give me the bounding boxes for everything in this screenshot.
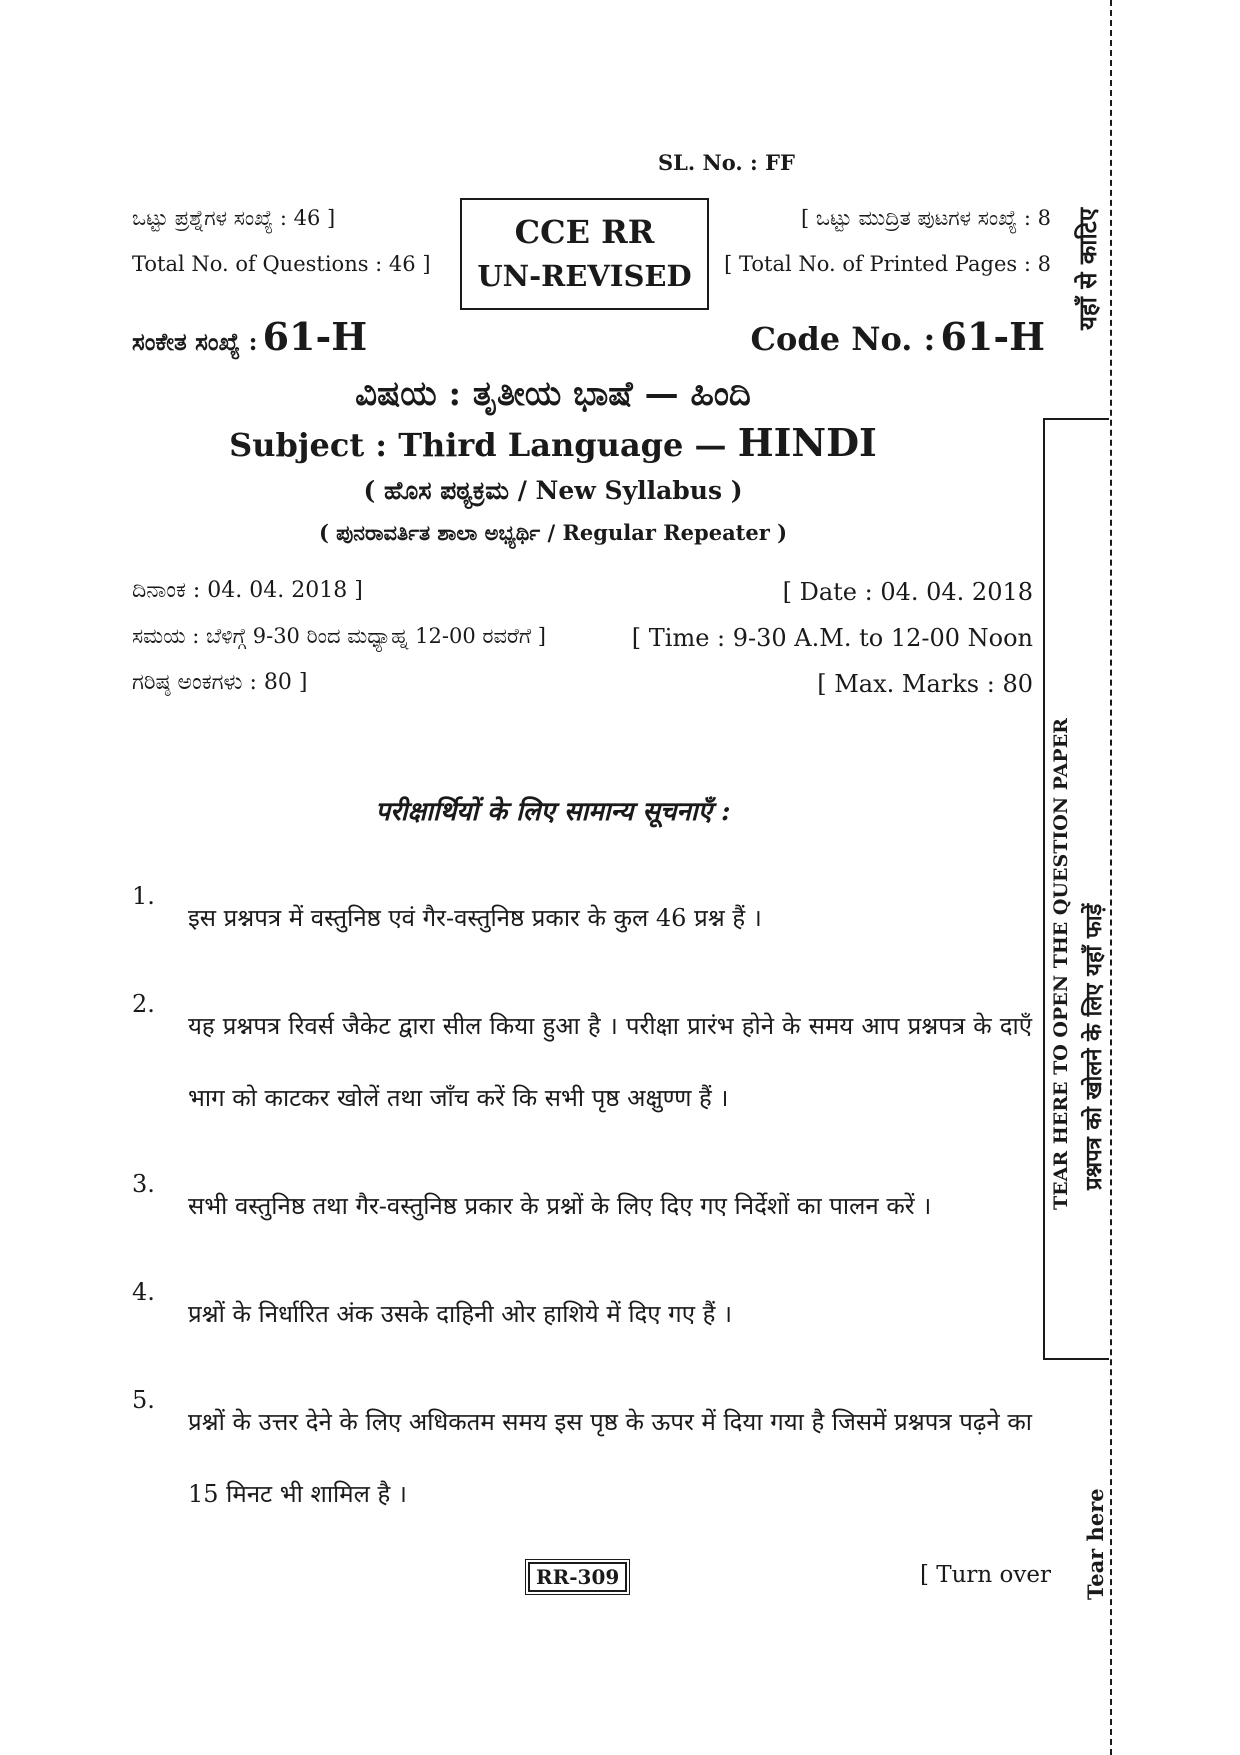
subject-title-en [0, 420, 1173, 465]
max-marks-kn: ಗರಿಷ್ಠ ಅಂಕಗಳು : 80 ] [132, 670, 308, 695]
instruction-number: 4. [132, 1278, 155, 1306]
instruction-text: यह प्रश्नपत्र रिवर्स जैकेट द्वारा सील किया हुआ है । परीक्षा प्रारंभ होने के समय आप प्रश्नपत्र के दाएँ भाग को काटकर खोलें तथा जाँच करें कि सभी पृष्ठ अक्षुण्ण हैं । [188, 1012, 1032, 1112]
max-marks-en: [ Max. Marks : 80 [817, 670, 1033, 698]
code-number-kn [132, 314, 367, 359]
syllabus-line: ( ಹೊಸ ಪಠ್ಯಕ್ರಮ / New Syllabus ) [363, 476, 743, 505]
total-questions-kn: ಒಟ್ಟು ಪ್ರಶ್ನೆಗಳ ಸಂಖ್ಯೆ : 46 ] [132, 206, 336, 230]
date-kn: ದಿನಾಂಕ : 04. 04. 2018 ] [132, 578, 363, 603]
instruction-number: 2. [132, 990, 155, 1018]
tear-box-label-hi: प्रश्नपत्र को खोलने के लिए यहाँ फाड़ें [1081, 903, 1107, 1190]
tear-bottom-label: Tear here [1083, 1488, 1108, 1600]
code-kn-value: 61-H [262, 314, 368, 359]
code-kn-label: ಸಂಕೇತ ಸಂಖ್ಯೆ : [132, 327, 258, 356]
subject-title-kn: ವಿಷಯ : ತೃತೀಯ ಭಾಷೆ — ಹಿಂದಿ [355, 374, 751, 414]
subject-prefix: Subject : Third Language — [229, 426, 727, 464]
tear-box-label-en: TEAR HERE TO OPEN THE QUESTION PAPER [1050, 718, 1072, 1210]
cce-subtitle: UN-REVISED [477, 259, 692, 293]
instruction-text: प्रश्नों के निर्धारित अंक उसके दाहिनी ओर हाशिये में दिए गए हैं । [188, 1300, 733, 1328]
repeater-line [0, 520, 1173, 546]
total-questions-en: Total No. of Questions : 46 ] [132, 252, 431, 276]
repeater-en: Regular Repeater ) [562, 520, 788, 545]
total-pages-kn: [ ಒಟ್ಟು ಮುದ್ರಿತ ಪುಟಗಳ ಸಂಖ್ಯೆ : 8 [800, 206, 1051, 230]
instruction-number: 5. [132, 1386, 155, 1414]
instructions-heading: परीक्षार्थियों के लिए सामान्य सूचनाएँ : [375, 797, 731, 827]
time-en: [ Time : 9-30 A.M. to 12-00 Noon [631, 624, 1033, 652]
date-en: [ Date : 04. 04. 2018 [782, 578, 1033, 606]
subject-main: HINDI [737, 420, 877, 465]
instruction-text: सभी वस्तुनिष्ठ तथा गैर-वस्तुनिष्ठ प्रकार के प्रश्नों के लिए दिए गए निर्देशों का पालन करें । [188, 1192, 932, 1220]
instruction-text: प्रश्नों के उत्तर देने के लिए अधिकतम समय इस पृष्ठ के ऊपर में दिया गया है जिसमें प्रश्नपत्र पढ़ने का 15 मिनट भी शामिल है । [188, 1408, 1032, 1508]
total-pages-en: [ Total No. of Printed Pages : 8 [724, 252, 1051, 276]
code-number-en [751, 314, 1045, 359]
code-en-value: 61-H [940, 314, 1045, 359]
instruction-text: इस प्रश्नपत्र में वस्तुनिष्ठ एवं गैर-वस्तुनिष्ठ प्रकार के कुल 46 प्रश्न हैं । [188, 904, 762, 932]
tear-top-label: यहाँ से काटिए [1073, 207, 1102, 330]
repeater-kn: ( ಪುನರಾವರ್ತಿತ ಶಾಲಾ ಅಭ್ಯರ್ಥಿ / [318, 520, 556, 545]
time-kn: ಸಮಯ : ಬೆಳಿಗ್ಗೆ 9-30 ರಿಂದ ಮಧ್ಯಾಹ್ನ 12-00 ರವರೆಗೆ ] [132, 624, 546, 648]
cce-title: CCE RR [514, 213, 655, 251]
instruction-number: 3. [132, 1170, 155, 1198]
code-en-label: Code No. : [750, 320, 936, 358]
paper-code-badge: RR-309 [528, 1562, 627, 1592]
cce-rr-box [460, 198, 709, 310]
serial-number: SL. No. : FF [658, 150, 795, 175]
tear-dashed-line [1110, 0, 1112, 1755]
instruction-number: 1. [132, 882, 155, 910]
turn-over-note: [ Turn over [919, 1562, 1051, 1588]
